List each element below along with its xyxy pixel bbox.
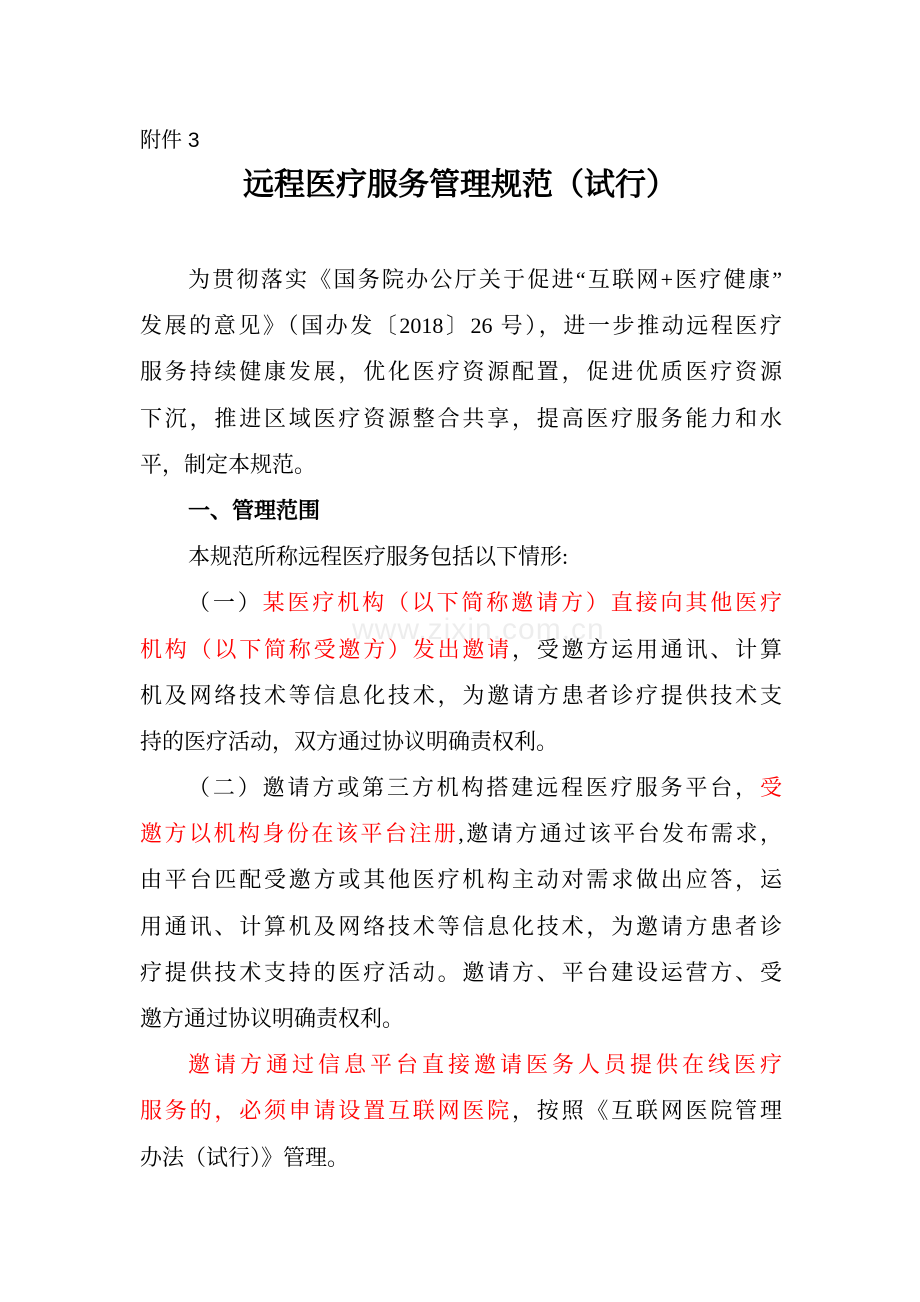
text-line	[140, 673, 782, 719]
text-segment: 办法（试行）》管理。	[140, 1144, 350, 1170]
document-body	[140, 257, 782, 1181]
text-line	[140, 1135, 782, 1181]
text-line	[140, 996, 782, 1042]
highlighted-text: 某医疗机构（以下简称邀请方）直接向其他医疗	[262, 590, 782, 616]
note-paragraph	[140, 1042, 782, 1181]
text-line	[140, 765, 782, 811]
attachment-label: 附件 3	[140, 129, 200, 152]
watermark: www.zixin.com.cn	[352, 613, 605, 646]
text-segment: ，受邀方运用通讯、计算	[511, 636, 782, 662]
intro-paragraph	[140, 257, 782, 488]
text-line: 下沉，推进区域医疗资源整合共享，提高医疗服务能力和水	[140, 405, 782, 431]
text-line	[140, 857, 782, 903]
document-title: 远程医疗服务管理规范（试行）	[243, 167, 677, 202]
text-line	[140, 950, 782, 996]
text-line	[140, 719, 782, 765]
text-segment: （二）邀请方或第三方机构搭建远程医疗服务平台，	[188, 775, 760, 801]
text-segment: （一）	[188, 590, 263, 616]
text-line: 服务持续健康发展，优化医疗资源配置，促进优质医疗资源	[140, 359, 782, 385]
highlighted-text: 机构（以下简称受邀方）发出邀请	[140, 636, 512, 662]
highlighted-text: 邀方以机构身份在该平台注册	[140, 821, 459, 847]
text-line	[140, 580, 782, 626]
text-line: 平，制定本规范。	[140, 451, 317, 477]
text-line	[140, 904, 782, 950]
text-segment: 机及网络技术等信息化技术，为邀请方患者诊疗提供技术支	[140, 682, 782, 708]
text-line	[140, 1042, 782, 1088]
item-1-paragraph	[140, 580, 782, 765]
text-segment: 疗提供技术支持的医疗活动。邀请方、平台建设运营方、受	[140, 959, 782, 985]
text-line	[140, 627, 782, 673]
text-segment: 由平台匹配受邀方或其他医疗机构主动对需求做出应答，运	[140, 867, 782, 893]
highlighted-text: 受	[759, 775, 782, 801]
text-line: 为贯彻落实《国务院办公厅关于促进“互联网+医疗健康”	[188, 267, 782, 292]
section-heading: 一、管理范围	[188, 497, 321, 523]
text-segment: ,邀请方通过该平台发布需求，	[458, 821, 782, 847]
section-lead: 本规范所称远程医疗服务包括以下情形:	[188, 544, 569, 570]
text-segment: 用通讯、计算机及网络技术等信息化技术，为邀请方患者诊	[140, 913, 782, 939]
highlighted-text: 邀请方通过信息平台直接邀请医务人员提供在线医疗	[188, 1052, 782, 1078]
highlighted-text: 服务的，必须申请设置互联网医院	[140, 1098, 512, 1124]
text-line	[140, 811, 782, 857]
text-segment: 持的医疗活动，双方通过协议明确责权利。	[140, 728, 559, 754]
text-line: 发展的意见》（国办发〔2018〕26 号），进一步推动远程医疗	[140, 313, 782, 339]
text-line	[140, 1088, 782, 1134]
text-segment: ，按照《互联网医院管理	[511, 1098, 782, 1124]
item-2-paragraph	[140, 765, 782, 1042]
text-segment: 邀方通过协议明确责权利。	[140, 1006, 405, 1031]
